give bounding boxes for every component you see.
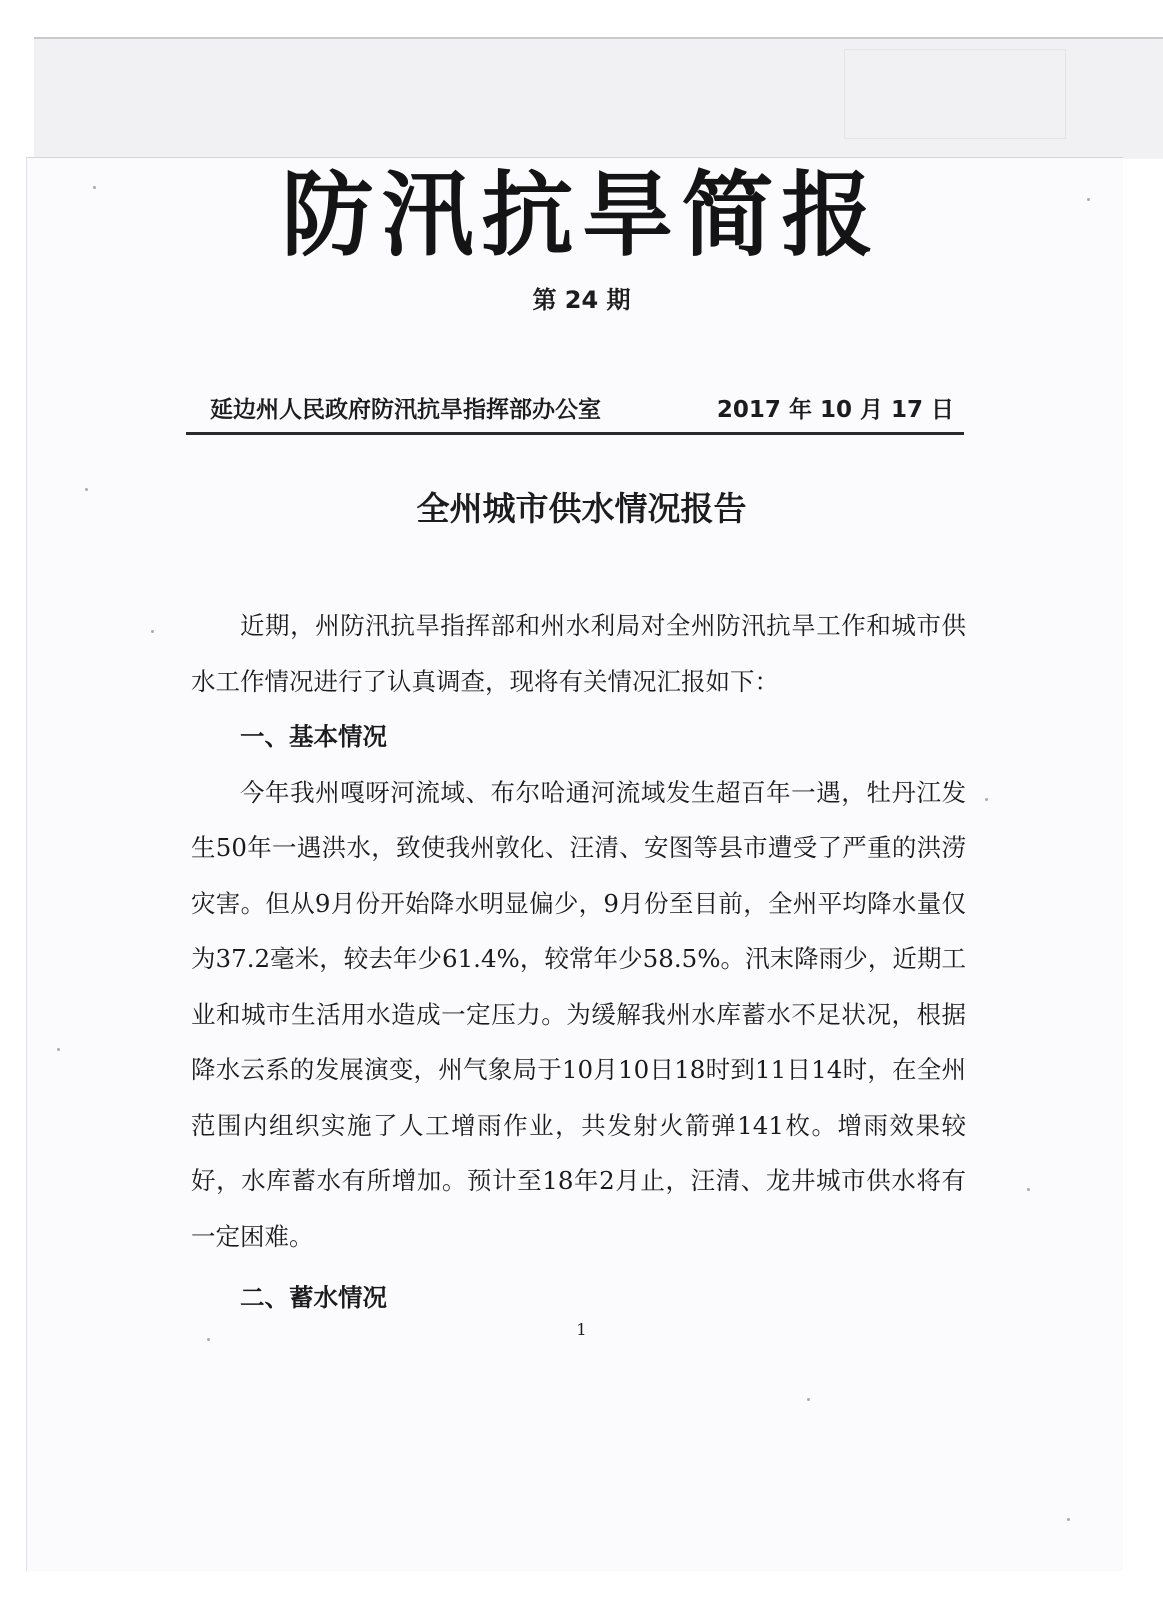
section-basic-paragraph: 今年我州嘎呀河流域、布尔哈通河流域发生超百年一遇，牡丹江发生50年一遇洪水，致使我州敦化、汪清、安图等县市遭受了严重的洪涝灾害。但从9月份开始降水明显偏少，9月份至目前，全州平均降水量仅为37.2毫米，较去年少61.4%，较常年少58.5%。汛末降雨少，近期工业和城市生活用水造成一定压力。为缓解我州水库蓄水不足状况，根据降水云系的发展演变，州气象局于10月10日18时到11日14时，在全州范围内组织实施了人工增雨作业，共发射火箭弹141枚。增雨效果较好，水库蓄水有所增加。预计至18年2月止，汪清、龙井城市供水将有一定困难。	[191, 777, 966, 1251]
intro-paragraph: 近期，州防汛抗旱指挥部和州水利局对全州防汛抗旱工作和城市供水工作情况进行了认真调查，现将有关情况汇报如下：	[191, 611, 966, 696]
scan-speck	[1067, 1518, 1070, 1521]
ghost-stamp	[844, 49, 1066, 139]
section-heading-basic: 一、基本情况	[240, 722, 387, 751]
issuing-office: 延边州人民政府防汛抗旱指挥部办公室	[210, 397, 601, 423]
masthead-title: 防汛抗旱简报	[281, 161, 882, 269]
section-heading-storage: 二、蓄水情况	[240, 1283, 387, 1312]
report-title: 全州城市供水情况报告	[416, 489, 747, 528]
back-sheet	[34, 37, 1163, 159]
issue-date: 2017 年 10 月 17 日	[716, 397, 954, 423]
header-rule	[186, 432, 964, 435]
scan-speck	[807, 1398, 810, 1401]
scan-speck	[985, 798, 988, 801]
report-body	[191, 598, 966, 1326]
scan-speck	[1027, 1188, 1030, 1191]
scan-speck	[57, 1048, 60, 1051]
issue-number: 第 24 期	[532, 286, 631, 314]
scan-speck	[151, 630, 154, 633]
issuer-line	[186, 390, 962, 430]
page-number: 1	[576, 1320, 587, 1339]
